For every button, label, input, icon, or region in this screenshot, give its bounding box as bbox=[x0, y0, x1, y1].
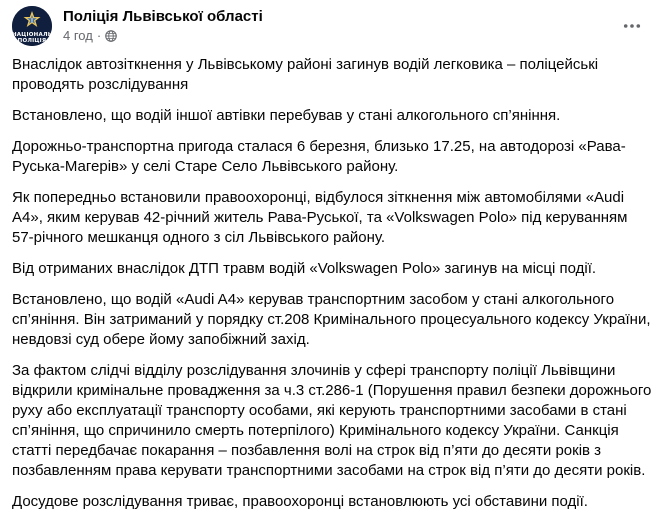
post-paragraph: Як попередньо встановили правоохоронці, відбулося зіткнення між автомобілями «Audi A4», яким керував 42-річний житель Рава-Руської, та «Volkswagen Polo» під керуванням 57-річного мешканця одного з сіл Львівського району. bbox=[12, 189, 628, 246]
avatar-label bbox=[12, 32, 62, 44]
more-options-button[interactable] bbox=[618, 12, 646, 40]
post-paragraph: Дорожньо-транспортна пригода сталася 6 березня, близько 17.25, на автодорозі «Рава-Руська-Магерів» у селі Старе Село Львівського району. bbox=[12, 138, 626, 175]
post-paragraph: Встановлено, що водій іншої автівки перебував у стані алкогольного сп’яніння. bbox=[12, 107, 561, 124]
post-timestamp[interactable]: 4 год bbox=[63, 28, 93, 43]
avatar[interactable] bbox=[12, 6, 62, 46]
post-paragraph: Встановлено, що водій «Audi A4» керував транспортним засобом у стані алкогольного сп’яніння. Він затриманий у порядку ст.208 Кримінального процесуального кодексу України, невдовзі суд обере йому запобіжний захід. bbox=[12, 291, 651, 348]
meta-separator: · bbox=[96, 28, 102, 43]
avatar-label-line-1: НАЦІОНАЛЬНА bbox=[12, 32, 62, 38]
post-paragraph: Внаслідок автозіткнення у Львівському районі загинув водій легковика – поліцейські проводять розслідування bbox=[12, 56, 599, 93]
post-paragraph: За фактом слідчі відділу розслідування злочинів у сфері транспорту поліції Львівщини відкрили кримінальне провадження за ч.3 ст.286-1 (Порушення правил безпеки дорожнього руху або експлуатації транспорту особами, які керують транспортними засобами в стані сп’яніння, що спричинило смерть потерпілого) Кримінального кодексу України. Санкція статті передбачає покарання – позбавлення волі на строк від п’яти до десяти років з позбавленням права керувати транспортними засобами на строк від п’яти до десяти років. bbox=[12, 362, 652, 479]
avatar-label-line-2: ПОЛІЦІЯ bbox=[17, 38, 47, 44]
post-header bbox=[12, 6, 646, 46]
more-dots-icon bbox=[623, 23, 641, 29]
post-text bbox=[12, 55, 652, 523]
globe-icon[interactable] bbox=[105, 30, 117, 42]
page-name-link[interactable]: Поліція Львівської області bbox=[63, 8, 263, 25]
post-paragraph: Досудове розслідування триває, правоохоронці встановлюють усі обставини події. bbox=[12, 493, 588, 510]
post-paragraph: Від отриманих внаслідок ДТП травм водій «Volkswagen Polo» загинув на місці події. bbox=[12, 260, 597, 277]
post-meta bbox=[63, 28, 117, 44]
